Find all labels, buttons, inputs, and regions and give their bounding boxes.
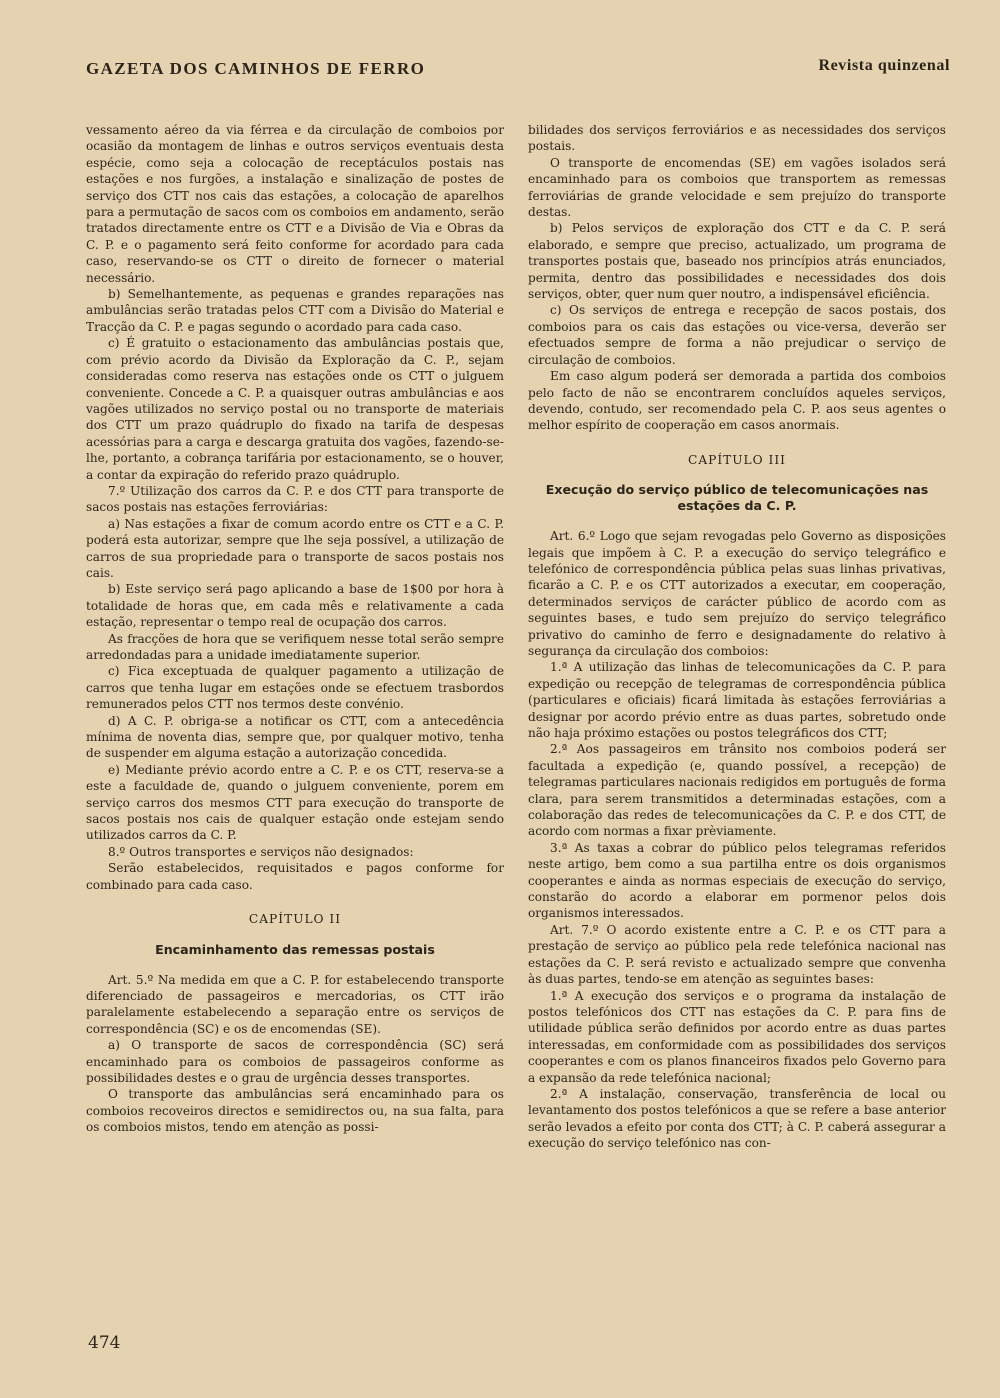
- paragraph: O transporte de encomendas (SE) em vagões isolados será encaminhado para os comboios que transportem as remessas ferroviárias de grande velocidade e sem prejuízo do transporte destas.: [528, 155, 946, 220]
- paragraph: bilidades dos serviços ferroviários e as necessidades dos serviços postais.: [528, 123, 946, 154]
- paragraph: b) Pelos serviços de exploração dos CTT e da C. P. será elaborado, e sempre que preciso, actualizado, um programa de transportes postais que, baseado nos princípios atrás enunciados, permita, dentro das possibilidades e necessidades dos dois serviços, obter, quer num quer noutro, a indispensável eficiência.: [528, 221, 946, 302]
- paragraph: Art. 5.º Na medida em que a C. P. for estabelecendo transporte diferenciado de passageiros e mercadorias, os CTT irão paralelamente estabelecendo a separação entre os serviços de correspondência (SC) e os de encomendas (SE).: [86, 972, 504, 1036]
- section-heading: Encaminhamento das remessas postais: [155, 941, 435, 957]
- paragraph: Serão estabelecidos, requisitados e pagos conforme for combinado para cada caso.: [86, 861, 504, 892]
- page-number: 474: [88, 1333, 121, 1353]
- paragraph: 3.ª As taxas a cobrar do público pelos telegramas referidos neste artigo, bem como a sua partilha entre os dois organismos cooperantes e ainda as normas especiais de execução do serviço, constarão do acordo a elaborar em pormenor pelos dois organismos interessados.: [528, 840, 946, 921]
- paragraph: 2.ª A instalação, conservação, transferência de local ou levantamento dos postos telefónicos a que se refere a base anterior serão levados a efeito por conta dos CTT; à C. P. caberá assegurar a execução do serviço telefónico nas con-: [528, 1086, 946, 1151]
- paragraph: O transporte das ambulâncias será encaminhado para os comboios recoveiros directos e semidirectos ou, na sua falta, para os comboios mistos, tendo em atenção as possi-: [86, 1087, 504, 1135]
- paragraph: Art. 6.º Logo que sejam revogadas pelo Governo as disposições legais que impõem à C. P. a execução do serviço telegráfico e telefónico de correspondência pública pelas suas linhas privativas, ficarão a C. P. e os CTT autorizados a executar, em cooperação, determinados serviços de carácter público de acordo com as seguintes bases, e tudo sem prejuízo do serviço telegráfico privativo do caminho de ferro e designadamente do relativo à segurança da circulação dos comboios:: [528, 529, 946, 658]
- paragraph: As fracções de hora que se verifiquem nesse total serão sempre arredondadas para a unidade imediatamente superior.: [86, 631, 504, 662]
- paragraph: vessamento aéreo da via férrea e da circulação de comboios por ocasião da montagem de linhas e outros serviços eventuais desta espécie, como seja a colocação de receptáculos postais nas estações e nos furgões, a instalação e sinalização de postes de serviço dos CTT nos cais das estações, a colocação de aparelhos para a permutação de sacos com os comboios em andamento, serão tratados directamente entre os CTT e a Divisão de Via e Obras da C. P. e o pagamento será feito conforme for acordado para cada caso, reservando-se os CTT o direito de fornecer o material necessário.: [86, 123, 504, 285]
- chapter-title: CAPÍTULO II: [248, 912, 342, 927]
- paragraph: b) Semelhantemente, as pequenas e grandes reparações nas ambulâncias serão tratadas pelos CTT com a Divisão do Material e Tracção da C. P. e pagas segundo o acordado para cada caso.: [86, 287, 504, 334]
- left-column: [86, 122, 504, 1136]
- section-heading: Execução do serviço público de telecomunicações nas estações da C. P.: [545, 482, 929, 514]
- journal-subtitle: Revista quinzenal: [818, 57, 950, 74]
- paragraph: c) É gratuito o estacionamento das ambulâncias postais que, com prévio acordo da Divisão da Exploração da C. P., sejam consideradas como reserva nas estações onde os CTT o julguem conveniente. Concede a C. P. a quaisquer outras ambulâncias e aos vagões utilizados no serviço postal ou no transporte de materiais dos CTT um prazo quádruplo do fixado na tarifa de despesas acessórias para a carga e descarga gratuita dos vagões, fazendo-se-lhe, portanto, a cobrança tarifária por estacionamento, se o houver, a contar da expiração do referido prazo quádruplo.: [86, 336, 504, 482]
- paragraph: a) O transporte de sacos de correspondência (SC) será encaminhado para os comboios de passageiros conforme as possibilidades destes e o grau de urgência desses transportes.: [86, 1038, 504, 1085]
- right-column: [528, 122, 946, 1152]
- paragraph: 7.º Utilização dos carros da C. P. e dos CTT para transporte de sacos postais nas estações ferroviárias:: [86, 483, 504, 515]
- chapter-title: CAPÍTULO III: [688, 452, 786, 467]
- journal-title: GAZETA DOS CAMINHOS DE FERRO: [86, 59, 426, 78]
- paragraph: c) Fica exceptuada de qualquer pagamento a utilização de carros que tenha lugar em estações onde se efectuem trasbordos remunerados pelos CTT nos termos deste convénio.: [86, 664, 504, 712]
- paragraph: d) A C. P. obriga-se a notificar os CTT, com a antecedência mínima de noventa dias, sempre que, por qualquer motivo, tenha de suspender em alguma estação a autorização concedida.: [86, 713, 504, 761]
- paragraph: 1.ª A utilização das linhas de telecomunicações da C. P. para expedição ou recepção de telegramas de correspondência pública (particulares e oficiais) ficará limitada às estações ferroviárias a designar por acordo prévio entre as duas partes, sobretudo onde não haja próximo estações ou postos telegráficos dos CTT;: [528, 660, 946, 740]
- paragraph: b) Este serviço será pago aplicando a base de 1$00 por hora à totalidade de horas que, em cada mês e relativamente a cada estação, representar o tempo real de ocupação dos carros.: [86, 582, 504, 630]
- paragraph: c) Os serviços de entrega e recepção de sacos postais, dos comboios para os cais das estações ou vice-versa, deverão ser efectuados sempre de forma a não prejudicar o serviço de circulação de comboios.: [528, 303, 946, 367]
- paragraph: a) Nas estações a fixar de comum acordo entre os CTT e a C. P. poderá esta autorizar, sempre que lhe seja possível, a utilização de carros de sua propriedade para o transporte de sacos postais nos cais.: [86, 516, 504, 580]
- paragraph: Art. 7.º O acordo existente entre a C. P. e os CTT para a prestação de serviço ao público pela rede telefónica nacional nas estações da C. P. será revisto e actualizado sempre que convenha às duas partes, tendo-se em atenção as seguintes bases:: [528, 922, 946, 987]
- paragraph: 8.º Outros transportes e serviços não designados:: [108, 844, 414, 859]
- paragraph: e) Mediante prévio acordo entre a C. P. e os CTT, reserva-se a este a faculdade de, quando o julguem conveniente, porem em serviço carros dos mesmos CTT para execução do transporte de sacos postais nos cais de qualquer estação onde estejam sendo utilizados carros da C. P.: [86, 762, 504, 843]
- paragraph: 1.ª A execução dos serviços e o programa da instalação de postos telefónicos dos CTT nas estações da C. P. para fins de utilidade pública serão definidos por acordo entre as duas partes interessadas, em conformidade com as possibilidades dos serviços cooperantes e com os planos financeiros fixados pelo Governo para a expansão da rede telefónica nacional;: [528, 988, 946, 1085]
- paragraph: 2.ª Aos passageiros em trânsito nos comboios poderá ser facultada a expedição (e, quando possível, a recepção) de telegramas particulares nacionais redigidos em português de forma clara, para serem transmitidos a determinadas estações, com a colaboração das redes de telecomunicações da C. P. e dos CTT, de acordo com normas a fixar prèviamente.: [528, 742, 946, 839]
- paragraph: Em caso algum poderá ser demorada a partida dos comboios pelo facto de não se encontrarem concluídos aqueles serviços, devendo, contudo, ser recomendado pela C. P. aos seus agentes o melhor espírito de cooperação em casos anormais.: [528, 369, 946, 433]
